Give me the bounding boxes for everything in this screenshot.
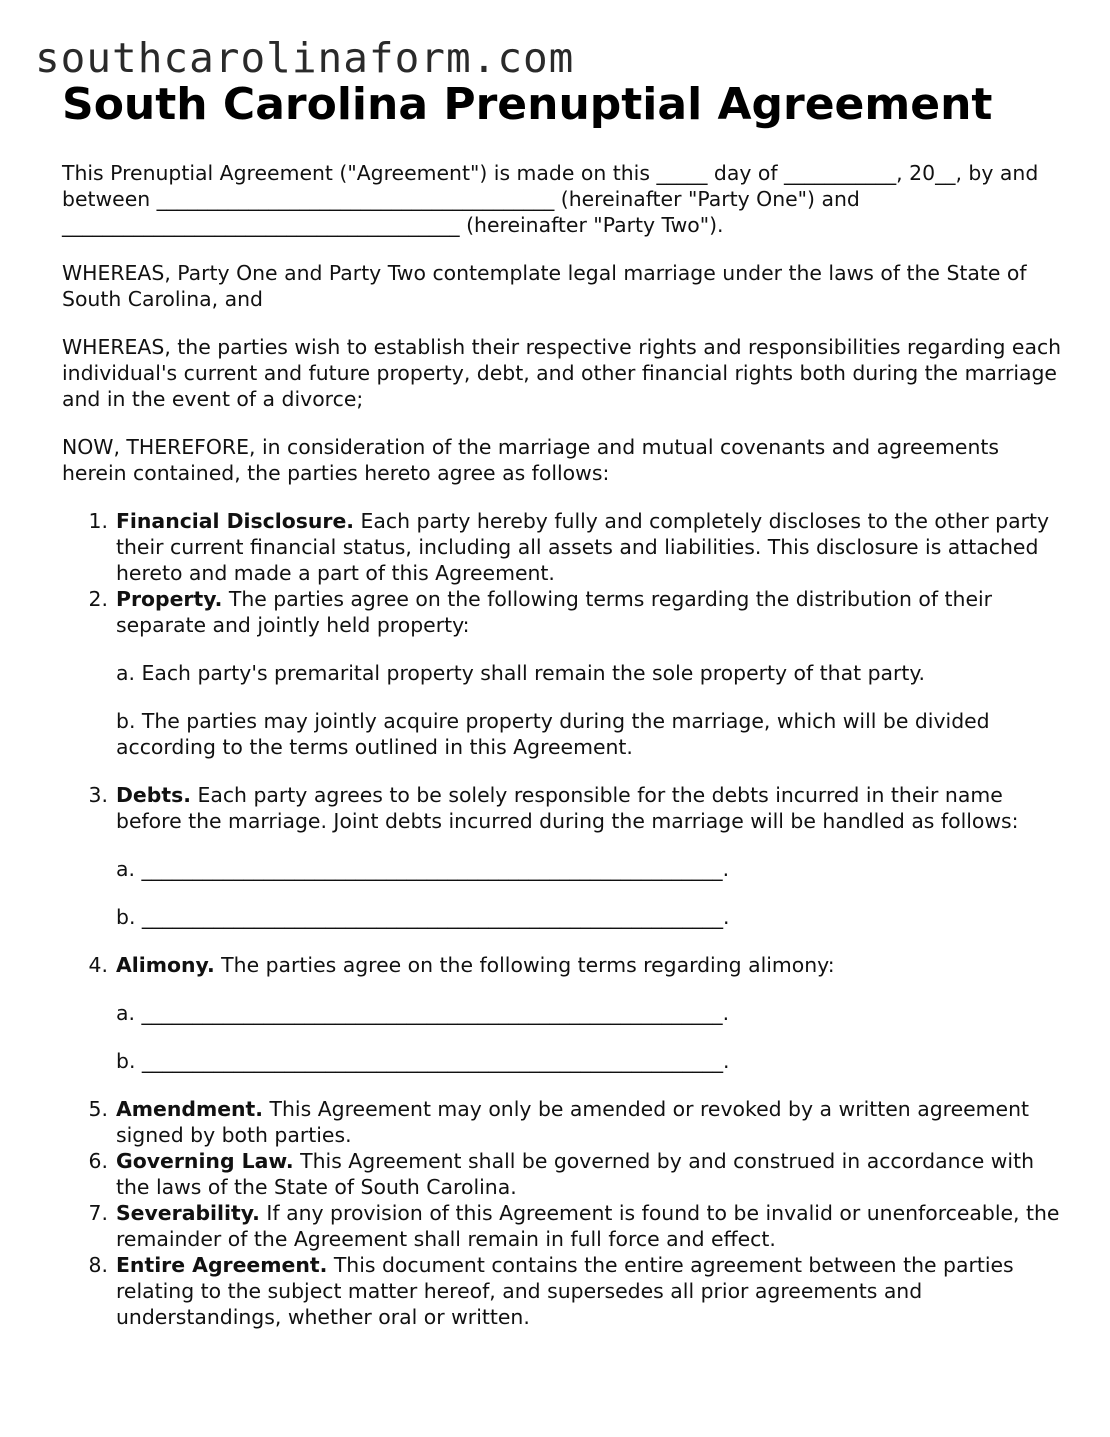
clause-text: Each party agrees to be solely responsible for the debts incurred in their name before the marriage. Joint debts incurred during the marriage will be handled as follows: xyxy=(116,783,1019,833)
clause-7 xyxy=(62,1200,1062,1252)
clause-4 xyxy=(62,952,1062,1074)
agreement-body xyxy=(62,160,1062,1330)
clause-heading: Alimony. xyxy=(116,953,215,977)
clause-text: Each party hereby fully and completely discloses to the other party their current financial status, including all assets and liabilities. This disclosure is attached hereto and made a part of this Agreement. xyxy=(116,509,1050,585)
clause-text: If any provision of this Agreement is found to be invalid or unenforceable, the remainder of the Agreement shall remain in full force and effect. xyxy=(116,1201,1060,1251)
clause-2 xyxy=(62,586,1062,760)
clause-text: The parties agree on the following terms regarding alimony: xyxy=(214,953,835,977)
clause-text: The parties agree on the following terms regarding the distribution of their separate and jointly held property: xyxy=(116,587,993,637)
debt-blank-line[interactable]: a. _________________________________________________________. xyxy=(116,857,730,881)
page-title: South Carolina Prenuptial Agreement xyxy=(62,79,993,130)
clause-heading: Governing Law. xyxy=(116,1149,294,1173)
clause-5 xyxy=(62,1096,1062,1148)
clause-text: This Agreement may only be amended or revoked by a written agreement signed by both parties. xyxy=(116,1097,1029,1147)
whereas-paragraph-2: WHEREAS, the parties wish to establish their respective rights and responsibilities regarding each individual's current and future property, debt, and other financial rights both during the marriage and in the event of a divorce; xyxy=(62,335,1062,411)
clause-heading: Property. xyxy=(116,587,223,611)
site-watermark: southcarolinaform.com xyxy=(35,34,575,82)
intro-paragraph: This Prenuptial Agreement ("Agreement") is made on this _____ day of ___________, 20__, by and between _______________________________________ (hereinafter "Party One") and _______________________________________ (hereinafter "Party Two"). xyxy=(62,161,1039,237)
clause-subitem: b. The parties may jointly acquire property during the marriage, which will be divided according to the terms outlined in this Agreement. xyxy=(116,709,990,759)
clause-number: 2. xyxy=(88,587,108,611)
alimony-blank-line[interactable]: b. _________________________________________________________. xyxy=(116,1049,730,1073)
clause-heading: Severability. xyxy=(116,1201,260,1225)
clause-text: This document contains the entire agreement between the parties relating to the subject matter hereof, and supersedes all prior agreements and understandings, whether oral or written. xyxy=(116,1253,1014,1329)
clause-number: 8. xyxy=(88,1253,108,1277)
clause-heading: Amendment. xyxy=(116,1097,264,1121)
clause-number: 3. xyxy=(88,783,108,807)
clause-number: 5. xyxy=(88,1097,108,1121)
clause-8 xyxy=(62,1252,1062,1330)
alimony-blank-line[interactable]: a. _________________________________________________________. xyxy=(116,1001,730,1025)
clause-heading: Entire Agreement. xyxy=(116,1253,328,1277)
clause-number: 4. xyxy=(88,953,108,977)
clause-number: 7. xyxy=(88,1201,108,1225)
clause-6 xyxy=(62,1148,1062,1200)
clause-list xyxy=(62,508,1062,1330)
clause-1 xyxy=(62,508,1062,586)
clause-subitem: a. Each party's premarital property shall remain the sole property of that party. xyxy=(116,661,926,685)
clause-text: This Agreement shall be governed by and construed in accordance with the laws of the State of South Carolina. xyxy=(116,1149,1034,1199)
whereas-paragraph-1: WHEREAS, Party One and Party Two contemplate legal marriage under the laws of the State of South Carolina, and xyxy=(62,261,1027,311)
clause-number: 1. xyxy=(88,509,108,533)
clause-3 xyxy=(62,782,1062,930)
clause-heading: Debts. xyxy=(116,783,191,807)
clause-heading: Financial Disclosure. xyxy=(116,509,355,533)
debt-blank-line[interactable]: b. _________________________________________________________. xyxy=(116,905,730,929)
clause-number: 6. xyxy=(88,1149,108,1173)
now-therefore-paragraph: NOW, THEREFORE, in consideration of the marriage and mutual covenants and agreements herein contained, the parties hereto agree as follows: xyxy=(62,435,999,485)
